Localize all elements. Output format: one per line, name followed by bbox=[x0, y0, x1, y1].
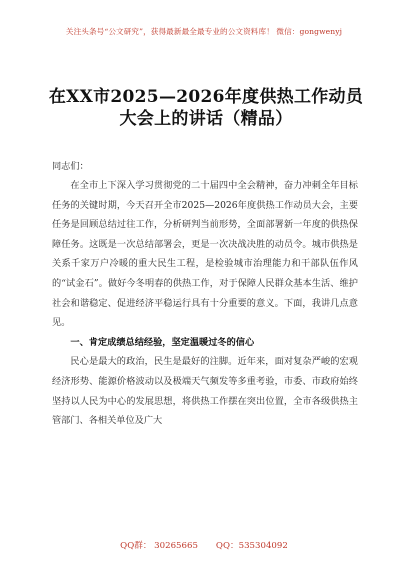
paragraph-section-1: 民心是最大的政治，民生是最好的注脚。近年来，面对复杂严峻的宏观经济形势、能源价格波动以及极端天气频发等多重考验，市委、市政府始终坚持以人民为中心的发展思想，将供热工作摆在突出位置，全市各级供热主管部门、各相关单位及广大 bbox=[52, 356, 358, 427]
section-heading-1: 一、肯定成绩总结经验，坚定温暖过冬的信心 bbox=[70, 336, 255, 348]
footer-contact bbox=[0, 539, 408, 551]
salutation: 同志们： bbox=[52, 161, 89, 172]
document-title: 在XX市2025—2026年度供热工作动员大会上的讲话（精品） bbox=[48, 87, 364, 129]
header-promo-note: 关注头条号“公文研究”，获得最新最全最专业的公文资料库！ 微信：gongwenyj bbox=[65, 27, 343, 36]
footer-qq-group: QQ群： 30265665 bbox=[120, 541, 198, 551]
paragraph-intro: 在全市上下深入学习贯彻党的二十届四中全会精神，奋力冲刺全年目标任务的关键时期，今天召开全市2025—2026年度供热工作动员大会，主要任务是回顾总结过往工作，分析研判当前形势，全面部署新一年度的供热保障任务。这既是一次总结部署会，更是一次决战决胜的动员令。城市供热是关系千家万户冷暖的重大民生工程，是检验城市治理能力和干部队伍作风的“试金石”。做好今冬明春的供热工作，对于保障人民群众基本生活、维护社会和谐稳定、促进经济平稳运行具有十分重要的意义。下面，我讲几点意见。 bbox=[52, 180, 358, 329]
footer-qq-number: QQ：535304092 bbox=[215, 541, 288, 551]
document-body bbox=[52, 176, 358, 431]
